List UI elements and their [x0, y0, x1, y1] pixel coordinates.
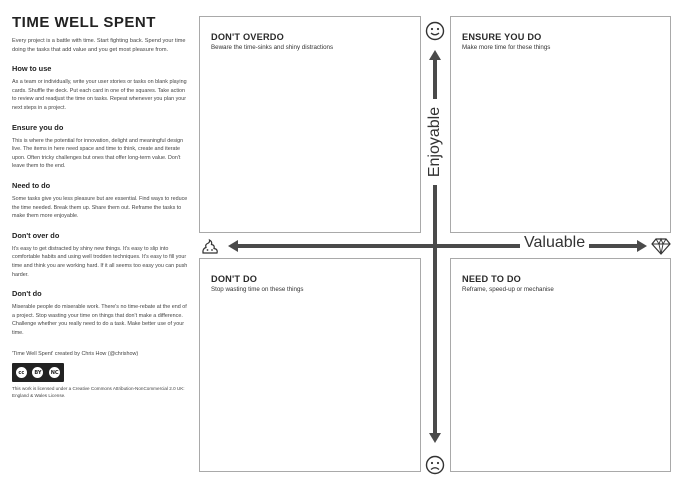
- frowny-icon: [425, 455, 445, 475]
- license-badge-row: [12, 363, 188, 382]
- poop-icon: [200, 236, 220, 256]
- license-text: This work is licensed under a Creative Commons Attribution-NonCommercial 2.0 UK: England & Wales License.: [12, 386, 185, 399]
- page-title: TIME WELL SPENT: [12, 14, 156, 31]
- attribution-icon: BY: [31, 366, 44, 379]
- quadrant-subtitle: Stop wasting time on these things: [211, 286, 304, 293]
- enjoyable-axis-label: Enjoyable: [426, 99, 444, 185]
- section-text-dont-over-do: It's easy to get distracted by shiny new things. It's easy to slip into comfortable habits and using well trodden techniques. It's easy to fill your time and think you are working hard. If it all seems too easy you can push harder.: [12, 245, 188, 278]
- cc-icon: cc: [15, 366, 28, 379]
- section-text-dont-do: Miserable people do miserable work. There's no time-rebate at the end of a project. Stop wasting your time on things that don't make a difference. Challenge whether you really need to do a task. Make better use of your time.: [12, 304, 187, 336]
- quadrant-dont-overdo[interactable]: [199, 16, 421, 233]
- quadrant-heading: ENSURE YOU DO: [462, 32, 542, 42]
- left-arrow-icon: [228, 240, 238, 252]
- section-heading-ensure-you-do: Ensure you do: [12, 122, 64, 132]
- credit-text: 'Time Well Spent' created by Chris How (@chrishow): [12, 351, 139, 358]
- quadrant-subtitle: Beware the time-sinks and shiny distractions: [211, 44, 334, 51]
- diamond-icon: [650, 236, 672, 256]
- intro-text: Every project is a battle with time. Start fighting back. Spend your time doing the tasks that add value and you get most pleasure from.: [12, 38, 186, 53]
- quadrant-subtitle: Reframe, speed-up or mechanise: [462, 286, 554, 293]
- right-arrow-icon: [637, 240, 647, 252]
- quadrant-heading: NEED TO DO: [462, 274, 522, 284]
- section-text-need-to-do: Some tasks give you less pleasure but are essential. Find ways to reduce the time needed. Break them up. Share them out. Reframe the tasks to make them more enjoyable.: [12, 195, 188, 220]
- sidebar: [12, 12, 188, 400]
- noncommercial-icon: NC: [48, 366, 61, 379]
- quadrant-heading: DON'T OVERDO: [211, 32, 284, 42]
- quadrant-heading: DON'T DO: [211, 274, 258, 284]
- section-heading-dont-over-do: Don't over do: [12, 230, 60, 240]
- section-text-ensure-you-do: This is where the potential for innovation, delight and meaningful design live. The items in here need space and time to think, create and iterate upon. Often tricky challenges but ones that offer long-term value. Don't leave them to the end.: [12, 137, 184, 170]
- creative-commons-badge: [12, 363, 64, 382]
- quadrant-need-to-do[interactable]: [450, 258, 671, 472]
- section-heading-how-to-use: How to use: [12, 64, 52, 74]
- quadrant-subtitle: Make more time for these things: [462, 44, 551, 51]
- quadrant-dont-do[interactable]: [199, 258, 421, 472]
- smiley-icon: [425, 21, 445, 41]
- quadrant-ensure-you-do[interactable]: [450, 16, 671, 233]
- section-heading-dont-do: Don't do: [12, 289, 42, 299]
- down-arrow-icon: [429, 433, 441, 443]
- valuable-axis-label: Valuable: [520, 234, 589, 252]
- up-arrow-icon: [429, 50, 441, 60]
- section-heading-need-to-do: Need to do: [12, 180, 51, 190]
- section-text-how-to-use: As a team or individually, write your user stories or tasks on blank playing cards. Shuffle the deck. Put each card in one of the squares. Take action to review and readjust the time on tasks. Repeat whenever you plan your next steps in a project.: [12, 79, 187, 111]
